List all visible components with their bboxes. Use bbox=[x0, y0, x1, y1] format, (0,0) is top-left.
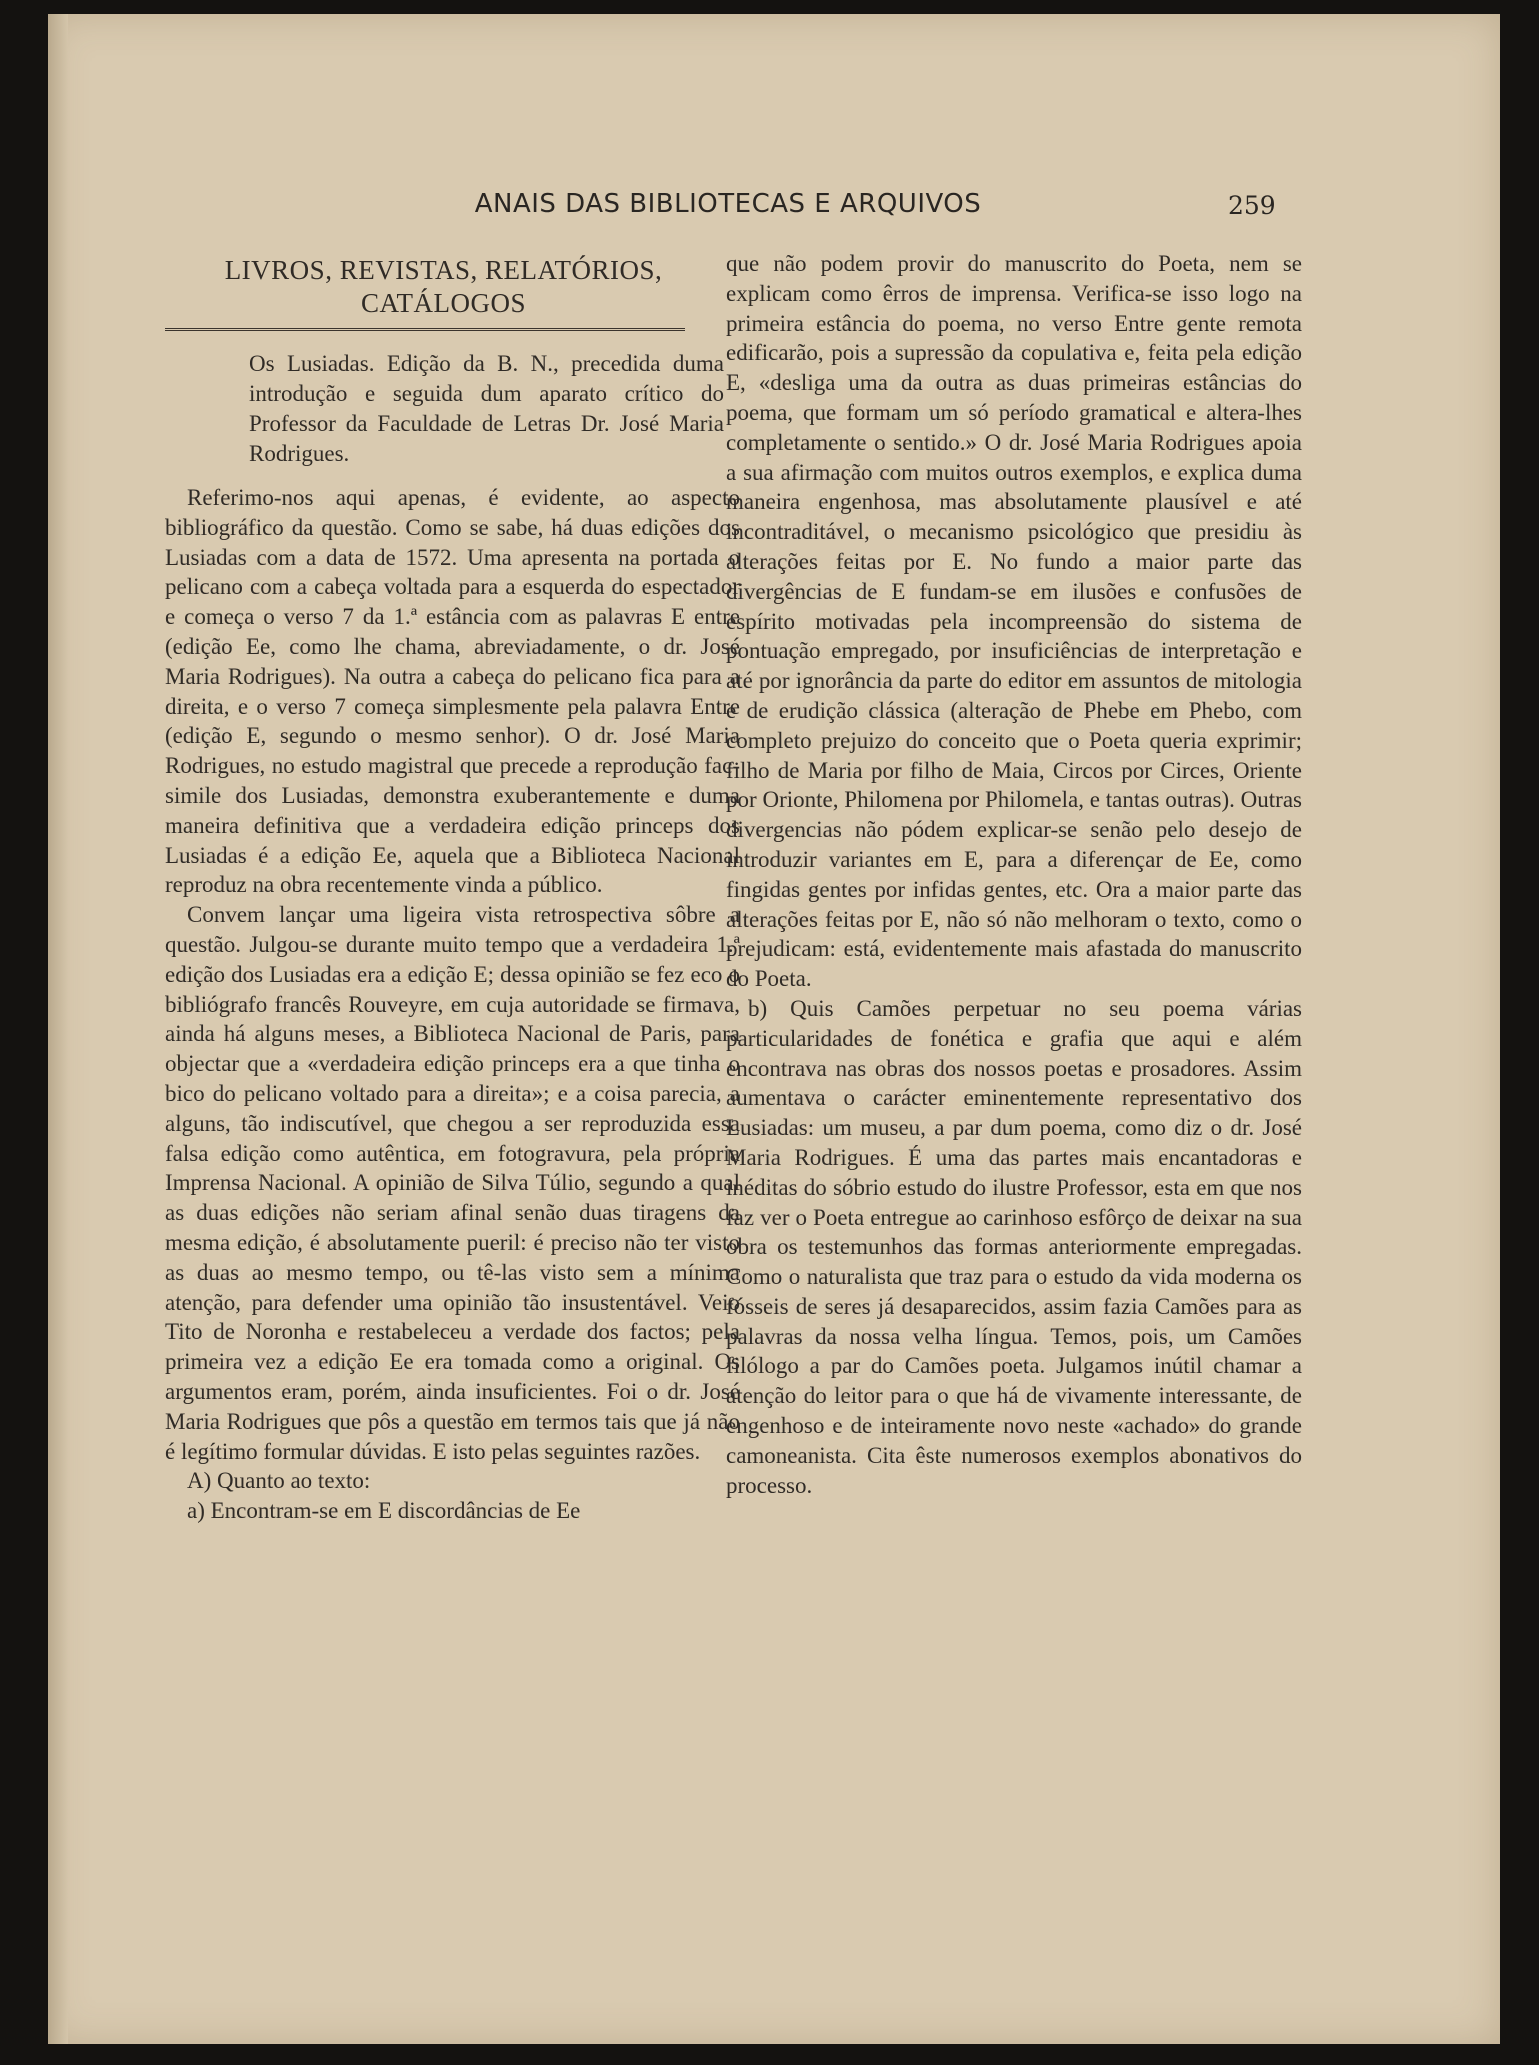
paragraph-continuation: que não podem provir do manuscrito do Poeta, nem se explicam como êrros de imprensa. Verifica-se isso logo na primeira estância do poema, no verso Entre gente remota edificarão, pois a supressão da copulativa e, feita pela edição E, «desliga uma da outra as duas primeiras estâncias do poema, que formam um só período gramatical e altera-lhes completamente o sentido.» O dr. José Maria Rodrigues apoia a sua afirmação com muitos outros exemplos, e explica duma maneira engenhosa, mas absolutamente plausível e até incontraditável, o mecanismo psicológico que presidiu às alterações feitas por E. No fundo a maior parte das divergências de E fundam-se em ilusões e confusões de espírito motivadas pela incompreensão do sistema de pontuação empregado, por insuficiências de interpretação e até por ignorância da parte do editor em assuntos de mitologia e de erudição clássica (alteração de Phebe em Phebo, com completo prejuizo do conceito que o Poeta queria exprimir; filho de Maria por filho de Maia, Circos por Circes, Oriente por Orionte, Philomena por Philomela, e tantas outras). Outras divergencias não pódem explicar-se senão pelo desejo de introduzir variantes em E, para a diferençar de Ee, como fingidas gentes por infidas gentes, etc. Ora a maior parte das alterações feitas por E, não só não melhoram o texto, como o prejudicam: está, evidentemente mais afastada do manuscrito do Poeta. bbox=[726, 251, 1302, 992]
page-gutter bbox=[48, 14, 68, 2044]
paragraph-b-fonetica: b) Quis Camões perpetuar no seu poema várias particularidades de fonética e grafia que aqui e além encontrava nas obras dos nossos poetas e prosadores. Assim aumentava o carácter eminentemente representativo dos Lusiadas: um museu, a par dum poema, como diz o dr. José Maria Rodrigues. É uma das partes mais encantadoras e inéditas do sóbrio estudo do ilustre Professor, esta em que nos faz ver o Poeta entregue ao carinhoso esfôrço de deixar na sua obra os testemunhos das formas anteriormente empregadas. Como o naturalista que traz para o estudo da vida moderna os fósseis de seres já desaparecidos, assim fazia Camões para as palavras da nossa velha língua. Temos, pois, um Camões filólogo a par do Camões poeta. Julgamos inútil chamar a atenção do leitor para o que há de vivamente interessante, de engenhoso e de inteiramente novo neste «achado» do grande camoneanista. Cita êste numerosos exemplos abonativos do processo. bbox=[726, 995, 1302, 1498]
page-number: 259 bbox=[1228, 191, 1276, 220]
heading-quanto-ao-texto: A) Quanto ao texto: bbox=[187, 1468, 371, 1494]
title-double-rule bbox=[165, 328, 685, 331]
section-title: LIVROS, REVISTAS, RELATÓRIOS, CATÁLOGOS bbox=[224, 255, 663, 318]
paragraph-retrospectiva: Convem lançar uma ligeira vista retrospectiva sôbre a questão. Julgou-se durante muito tempo que a verdadeira 1.ª edição dos Lusiadas era a edição E; dessa opinião se fez eco o bibliógrafo francês Rouveyre, em cuja autoridade se firmava, ainda há alguns meses, a Biblioteca Nacional de Paris, para objectar que a «verdadeira edição princeps era a que tinha o bico do pelicano voltado para a direita»; e a coisa parecia, a alguns, tão indiscutível, que chegou a ser reproduzida essa falsa edição como autêntica, em fotogravura, pela própria Imprensa Nacional. A opinião de Silva Túlio, segundo a qual as duas edições não seriam afinal senão duas tiragens da mesma edição, é absolutamente pueril: é preciso não ter visto as duas ao mesmo tempo, ou tê-las visto sem a mínima atenção, para defender uma opinião tão insustentável. Veio Tito de Noronha e restabeleceu a verdade dos factos; pela primeira vez a edição Ee era tomada como a original. Os argumentos eram, porém, ainda insuficientes. Foi o dr. José Maria Rodrigues que pôs a questão em termos tais que já não é legítimo formular dúvidas. E isto pelas seguintes razões. bbox=[165, 902, 740, 1464]
right-column bbox=[726, 249, 1302, 1500]
paragraph-aspecto-bibliografico: Referimo-nos aqui apenas, é evidente, ao aspecto bibliográfico da questão. Como se sabe, há duas edições dos Lusiadas com a data de 1572. Uma apresenta na portada o pelicano com a cabeça voltada para a esquerda do espectador e começa o verso 7 da 1.ª estância com as palavras E entre (edição Ee, como lhe chama, abreviadamente, o dr. José Maria Rodrigues). Na outra a cabeça do pelicano fica para a direita, e o verso 7 começa simplesmente pela palavra Entre (edição E, segundo o mesmo senhor). O dr. José Maria Rodrigues, no estudo magistral que precede a reprodução fac-simile dos Lusiadas, demonstra exuberantemente e duma maneira definitiva que a verdadeira edição princeps dos Lusiadas é a edição Ee, aquela que a Biblioteca Nacional reproduz na obra recentemente vinda a público. bbox=[165, 485, 740, 898]
journal-title: ANAIS DAS BIBLIOTECAS E ARQUIVOS bbox=[474, 189, 982, 219]
running-header bbox=[48, 189, 1500, 229]
left-column bbox=[165, 249, 740, 1526]
page-sheet bbox=[48, 14, 1500, 2044]
bibliographic-citation: Os Lusiadas. Edição da B. N., precedida duma introdução e seguida dum aparato crítico do Professor da Faculdade de Letras Dr. José Maria Rodrigues. bbox=[249, 351, 724, 466]
paragraph-a-discordancias: a) Encontram-se em E discordâncias de Ee bbox=[187, 1498, 581, 1524]
